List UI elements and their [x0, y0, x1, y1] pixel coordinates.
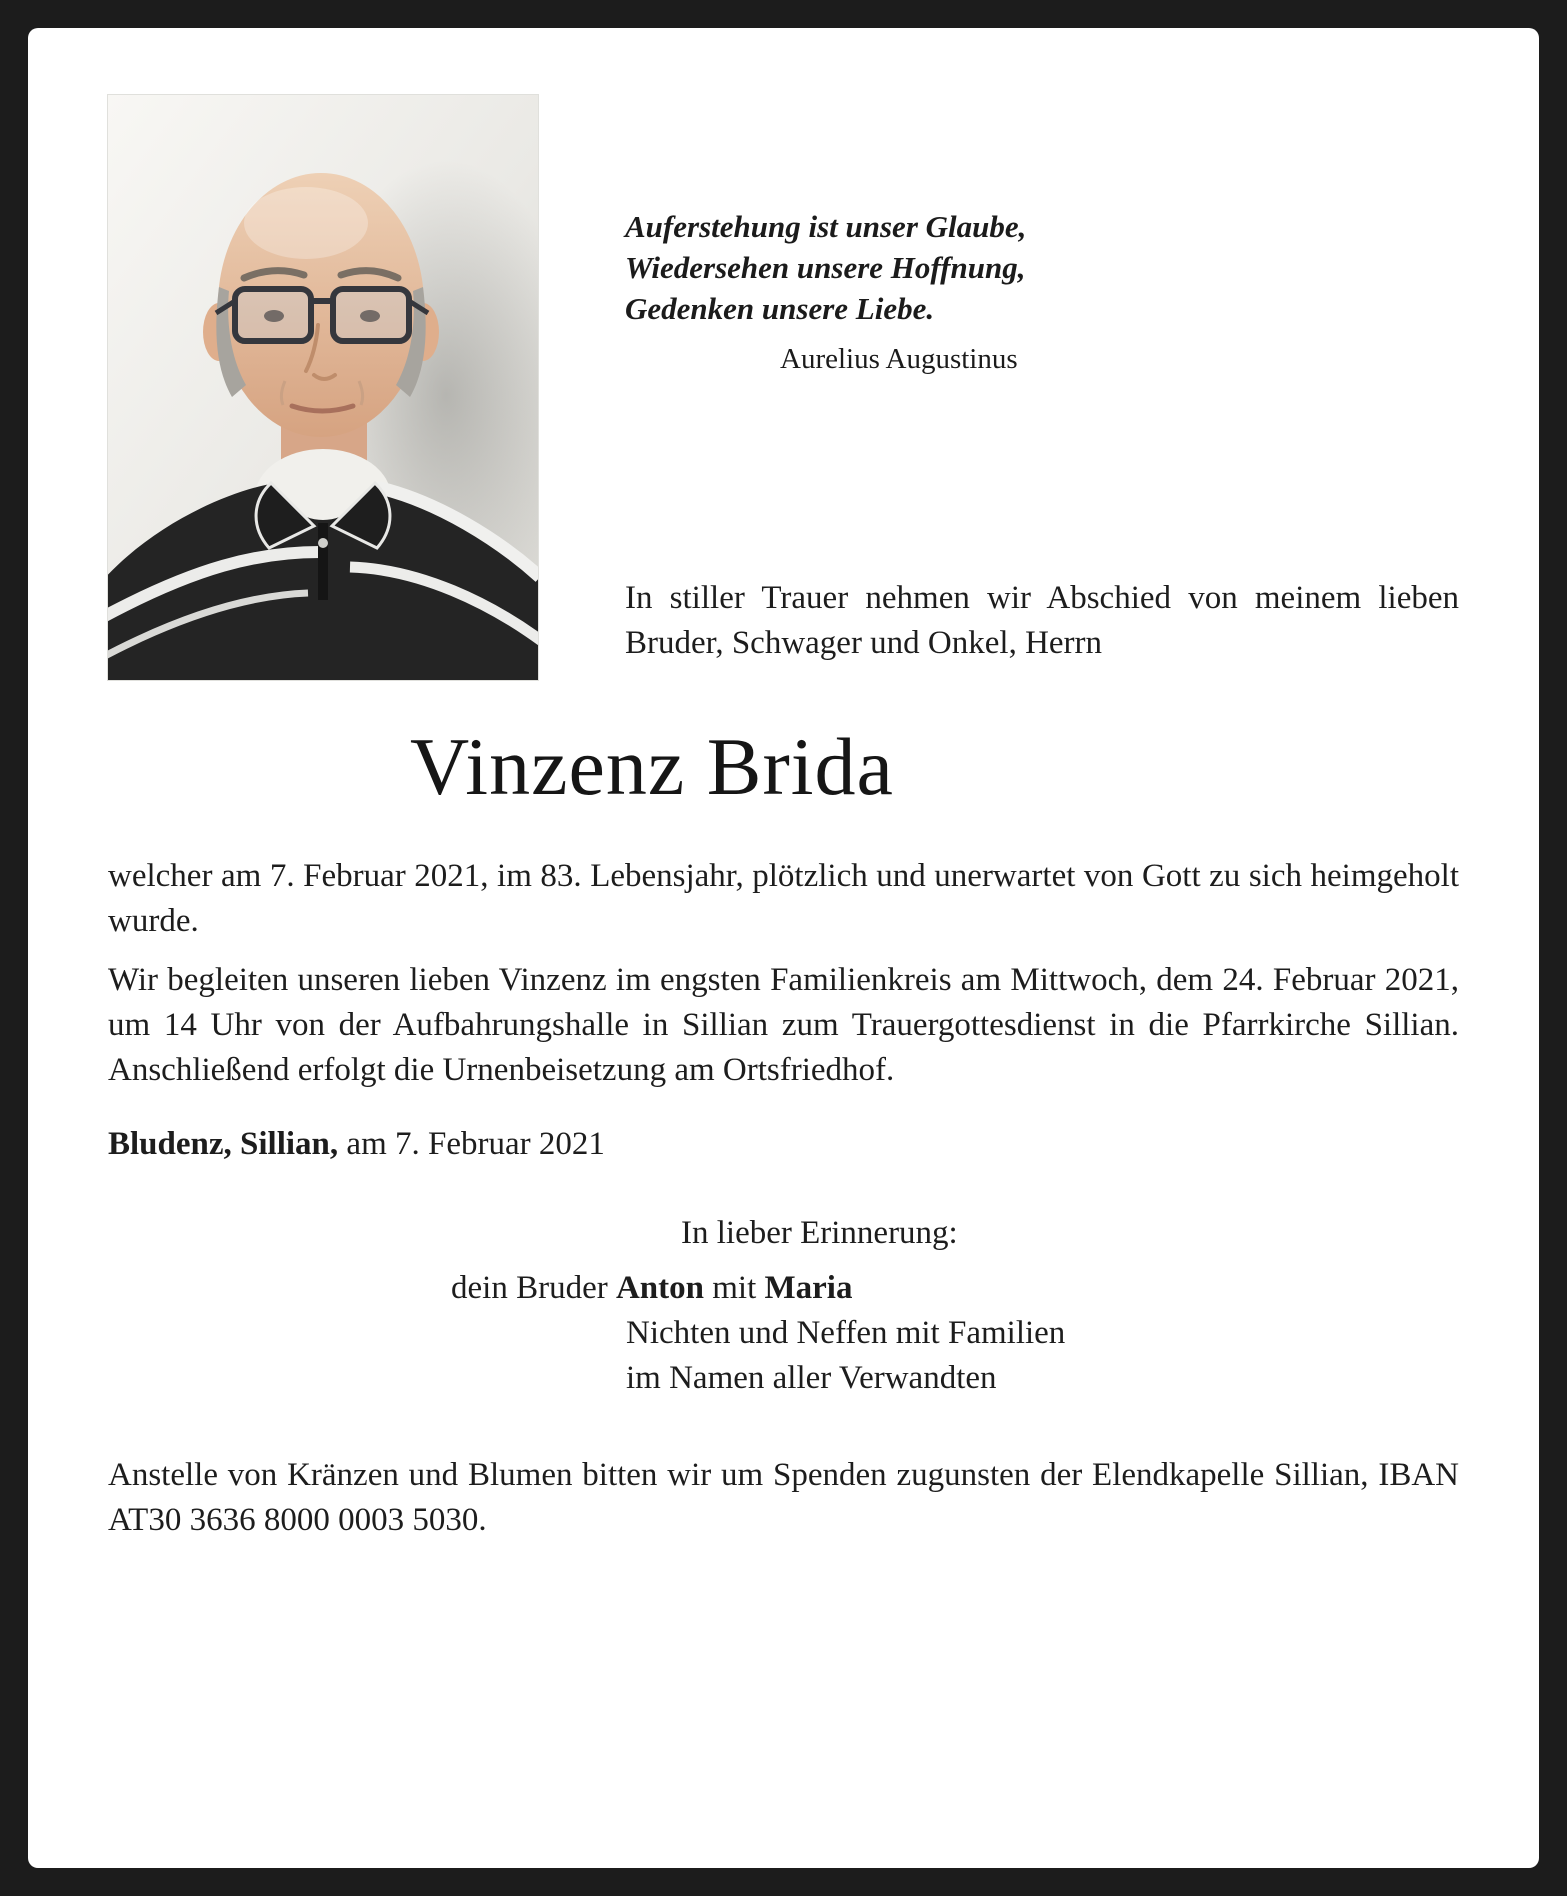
brother-name: Anton — [615, 1270, 704, 1307]
deceased-name: Vinzenz Brida — [410, 721, 894, 812]
paragraph-death-notice: welcher am 7. Februar 2021, im 83. Lebensjahr, plötzlich und unerwartet von Gott zu sich heimgeholt wurde. — [108, 858, 1459, 939]
remembrance-line-nieces: Nichten und Neffen mit Familien — [626, 1315, 1066, 1352]
remembrance-line-brother — [108, 1266, 1459, 1311]
dateline — [108, 1122, 1459, 1167]
brother-mid: mit — [703, 1270, 765, 1307]
obituary-sheet — [28, 28, 1539, 1868]
quote-line: Wiedersehen unsere Hoffnung, — [625, 249, 1026, 285]
remembrance-line-relatives: im Namen aller Verwandten — [626, 1359, 997, 1396]
quote-block — [625, 207, 1459, 378]
remembrance-heading: In lieber Erinnerung: — [681, 1215, 958, 1252]
name-wrap — [108, 721, 1196, 812]
donation-text: Anstelle von Kränzen und Blumen bitten wir um Spenden zugunsten der Elendkapelle Sillian, IBAN AT30 3636 8000 0003 5030. — [108, 1456, 1459, 1538]
portrait-photo — [108, 95, 538, 680]
remembrance-block — [108, 1211, 1459, 1401]
quote-line: Gedenken unsere Liebe. — [625, 290, 935, 326]
paragraph-funeral-info: Wir begleiten unseren lieben Vinzenz im engsten Familienkreis am Mittwoch, dem 24. Februar 2021, um 14 Uhr von der Aufbahrungshalle in Sillian zum Trauergottesdienst in die Pfarrkirche Sillian. Anschließend erfolgt die Urnenbeisetzung am Ortsfriedhof. — [108, 961, 1459, 1088]
quote-line: Auferstehung ist unser Glaube, — [625, 209, 1027, 244]
quote-attribution: Aurelius Augustinus — [780, 342, 1018, 375]
right-column — [625, 95, 1459, 680]
dateline-places: Bludenz, Sillian, — [108, 1126, 339, 1163]
brother-prefix: dein Bruder — [451, 1270, 616, 1307]
intro-text: In stiller Trauer nehmen wir Abschied von meinem lieben Bruder, Schwager und Onkel, Herrn — [625, 580, 1459, 662]
dateline-date: am 7. Februar 2021 — [338, 1126, 605, 1163]
top-section — [108, 95, 1459, 680]
sister-in-law-name: Maria — [764, 1270, 853, 1307]
portrait-illustration — [108, 95, 538, 680]
